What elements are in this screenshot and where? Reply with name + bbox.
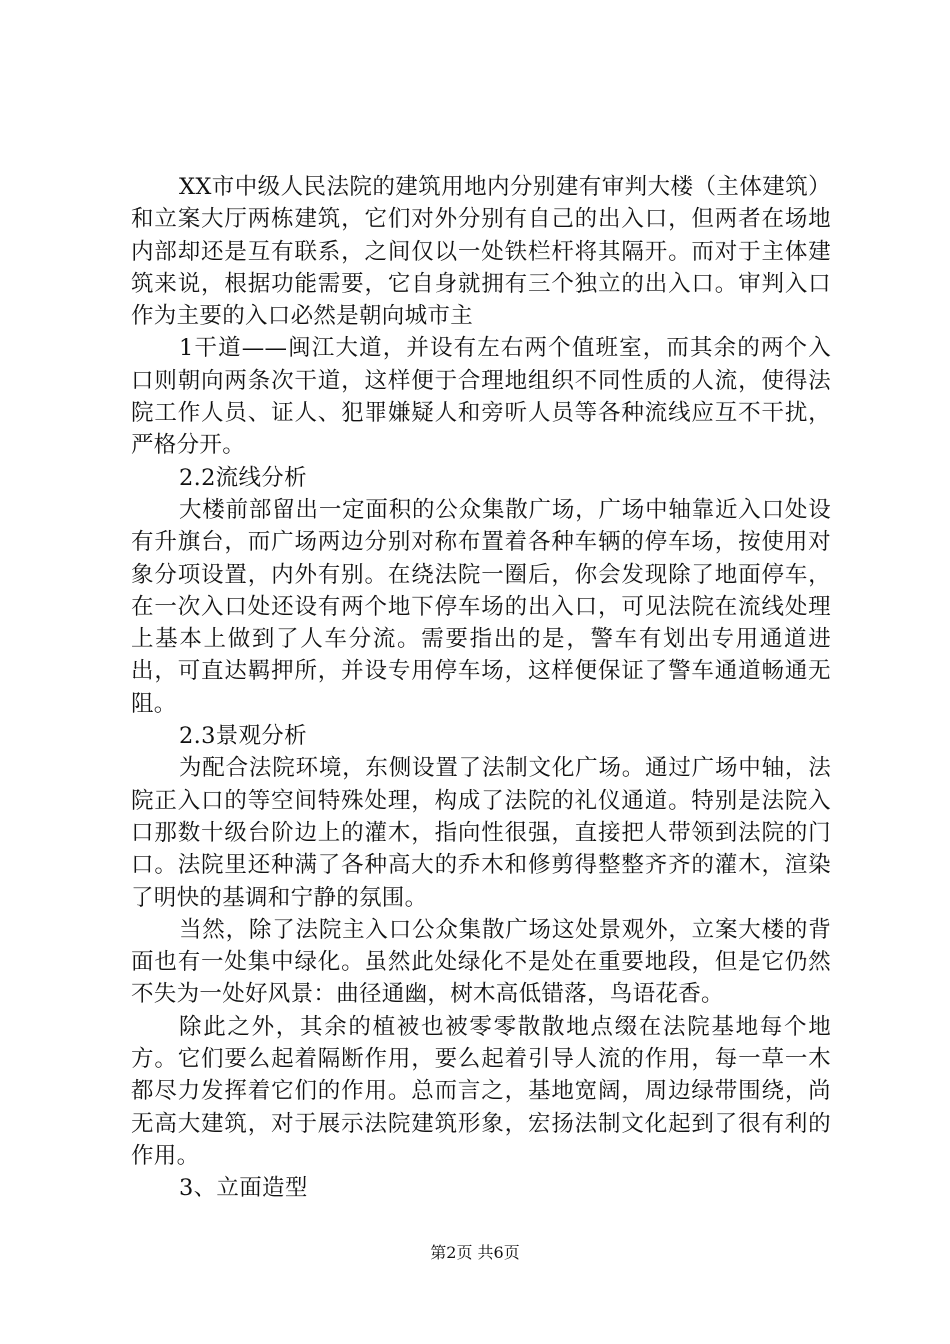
paragraph-entrances-continued: 1干道——闽江大道，并设有左右两个值班室，而其余的两个入口则朝向两条次干道，这样便于合理地组织不同性质的人流，使得法院工作人员、证人、犯罪嫌疑人和旁听人员等各种流线应互不干扰，严格分开。 xyxy=(131,335,831,459)
section-heading-circulation: 2.2流线分析 xyxy=(179,464,307,491)
document-body xyxy=(131,171,831,1205)
paragraph-landscape: 为配合法院环境，东侧设置了法制文化广场。通过广场中轴，法院正入口的等空间特殊处理，构成了法院的礼仪通道。特别是法院入口那数十级台阶边上的灌木，指向性很强，直接把人带领到法院的门口。法院里还种满了各种高大的乔木和修剪得整整齐齐的灌木，渲染了明快的基调和宁静的氛围。 xyxy=(131,755,831,911)
paragraph-vegetation: 除此之外，其余的植被也被零零散散地点缀在法院基地每个地方。它们要么起着隔断作用，要么起着引导人流的作用，每一草一木都尽力发挥着它们的作用。总而言之，基地宽阔，周边绿带围绕，尚无高大建筑，对于展示法院建筑形象，宏扬法制文化起到了很有利的作用。 xyxy=(131,1013,831,1169)
paragraph-circulation: 大楼前部留出一定面积的公众集散广场，广场中轴靠近入口处设有升旗台，而广场两边分别对称布置着各种车辆的停车场，按使用对象分项设置，内外有别。在绕法院一圈后，你会发现除了地面停车，在一次入口处还设有两个地下停车场的出入口，可见法院在流线处理上基本上做到了人车分流。需要指出的是，警车有划出专用通道进出，可直达羁押所，并设专用停车场，这样便保证了警车通道畅通无阻。 xyxy=(131,496,831,717)
page-number-footer: 第2页 共6页 xyxy=(430,1243,520,1262)
section-heading-landscape: 2.3景观分析 xyxy=(179,723,307,750)
paragraph-greenery: 当然，除了法院主入口公众集散广场这处景观外，立案大楼的背面也有一处集中绿化。虽然此处绿化不是处在重要地段，但是它仍然不失为一处好风景：曲径通幽，树木高低错落，鸟语花香。 xyxy=(131,916,831,1008)
paragraph-entrances: XX市中级人民法院的建筑用地内分别建有审判大楼（主体建筑）和立案大厅两栋建筑，它们对外分别有自己的出入口，但两者在场地内部却还是互有联系，之间仅以一处铁栏杆将其隔开。而对于主体建筑来说，根据功能需要，它自身就拥有三个独立的出入口。审判入口作为主要的入口必然是朝向城市主 xyxy=(131,174,831,330)
section-heading-facade: 3、立面造型 xyxy=(179,1175,308,1202)
